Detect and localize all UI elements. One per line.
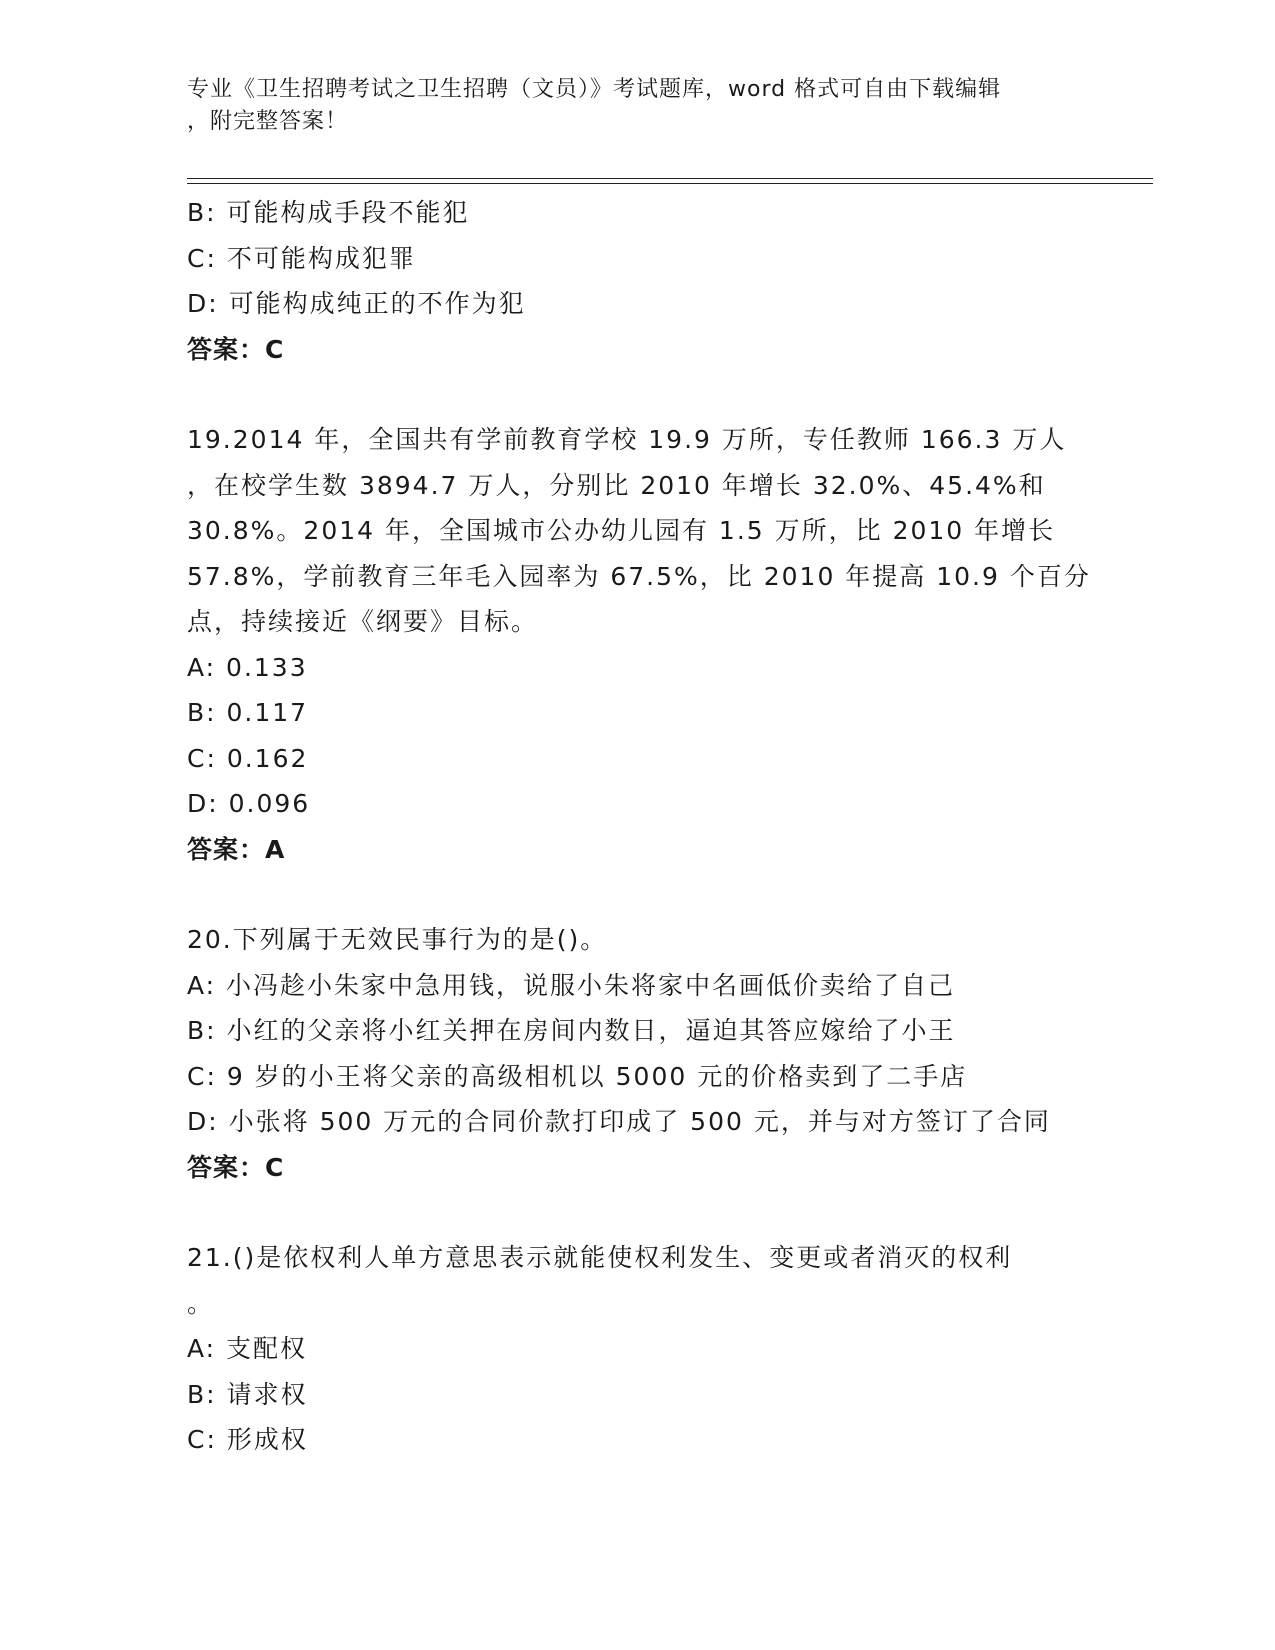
- header-rule-bottom: [187, 183, 1153, 184]
- option-c: C: 0.162: [187, 743, 309, 773]
- question-block-18: [187, 190, 1077, 372]
- question-text-line: 19.2014 年，全国共有学前教育学校 19.9 万所，专任教师 166.3 万人: [187, 425, 1067, 454]
- document-header: [187, 74, 1067, 138]
- question-content: [187, 190, 1091, 1463]
- option-c: C: 9 岁的小王将父亲的高级相机以 5000 元的价格卖到了二手店: [187, 1061, 968, 1091]
- option-b: B: 可能构成手段不能犯: [187, 198, 470, 227]
- question-block-21: [187, 1235, 1077, 1463]
- option-c: C: 形成权: [187, 1425, 308, 1454]
- question-text-line: ，在校学生数 3894.7 万人，分别比 2010 年增长 32.0%、45.4%和: [187, 470, 1046, 500]
- option-b: B: 请求权: [187, 1379, 308, 1409]
- header-line-1: 专业《卫生招聘考试之卫生招聘（文员）》考试题库，word 格式可自由下载编辑: [187, 77, 1002, 102]
- question-block-19: [187, 417, 1091, 872]
- option-d: D: 0.096: [187, 789, 311, 818]
- question-text-line: 30.8%。2014 年，全国城市公办幼儿园有 1.5 万所，比 2010 年增长: [187, 516, 1056, 545]
- header-line-2: ，附完整答案！: [187, 109, 349, 134]
- spacer: [187, 1190, 1077, 1235]
- question-text-line: 20.下列属于无效民事行为的是()。: [187, 925, 608, 954]
- question-text-line: 点，持续接近《纲要》目标。: [187, 607, 539, 636]
- answer-label: 答案：C: [187, 1152, 285, 1182]
- option-a: A: 0.133: [187, 652, 308, 682]
- answer-label: 答案：C: [187, 334, 285, 364]
- option-b: B: 0.117: [187, 698, 309, 727]
- option-c: C: 不可能构成犯罪: [187, 243, 416, 273]
- header-rule-top: [187, 178, 1153, 179]
- question-text-line: 57.8%，学前教育三年毛入园率为 67.5%，比 2010 年提高 10.9 个百分: [187, 561, 1091, 591]
- question-text-line: 21.()是依权利人单方意思表示就能使权利发生、变更或者消灭的权利: [187, 1243, 1013, 1272]
- option-b: B: 小红的父亲将小红关押在房间内数日，逼迫其答应嫁给了小王: [187, 1016, 956, 1045]
- answer-label: 答案：A: [187, 834, 286, 864]
- spacer: [187, 372, 1077, 417]
- spacer: [187, 872, 1077, 917]
- question-text-line: 。: [187, 1288, 215, 1318]
- question-block-20: [187, 917, 1077, 1190]
- option-a: A: 小冯趁小朱家中急用钱，说服小朱将家中名画低价卖给了自己: [187, 970, 956, 1000]
- option-d: D: 小张将 500 万元的合同价款打印成了 500 元，并与对方签订了合同: [187, 1107, 1051, 1136]
- option-a: A: 支配权: [187, 1334, 308, 1363]
- option-d: D: 可能构成纯正的不作为犯: [187, 289, 526, 318]
